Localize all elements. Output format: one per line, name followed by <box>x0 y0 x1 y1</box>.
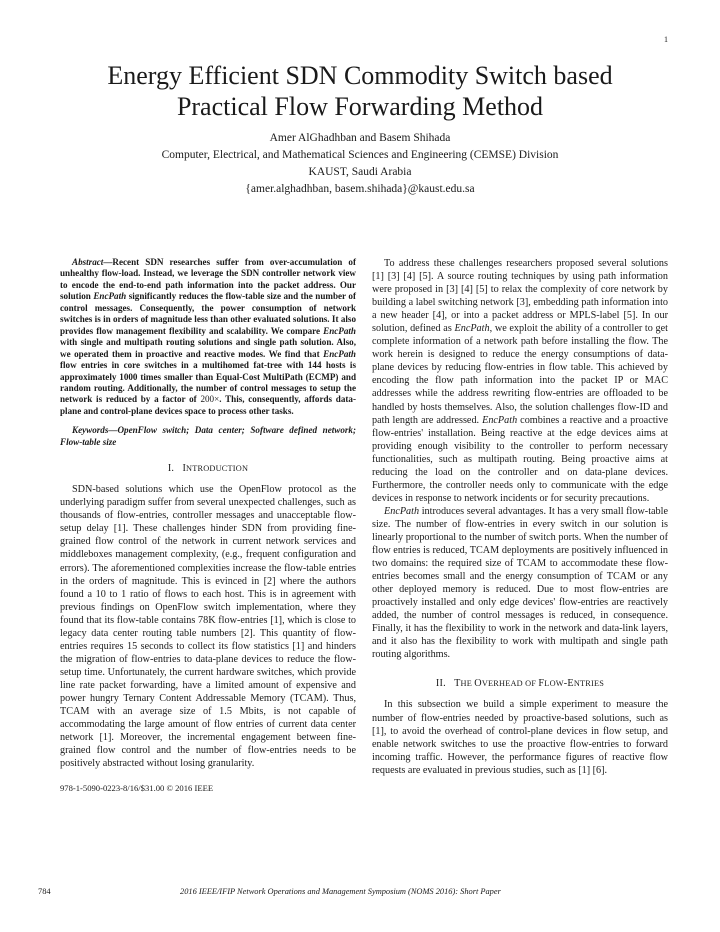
rp1-text-b: , we exploit the ability of a controller to get complete information of a network path before installing the flow. The work herein is designed to reduce the energy consumptions of data-plane devices by reducing flow-entries in flow table. This achieved by encoding the flow path information into the packet IP or MAC addresses while the address rewriting flow-entries are offloaded to be handled by hosts themselves. Also, the solution challenges flow-ID and path length are addressed. <box>372 323 668 426</box>
page-number-top: 1 <box>664 35 668 44</box>
keywords: Keywords—OpenFlow switch; Data center; Software defined network; Flow-table size <box>60 425 356 447</box>
abstract <box>60 257 356 417</box>
right-paragraph-2 <box>372 505 668 662</box>
s2-rest1: HE <box>460 679 475 689</box>
s2-rest2: VERHEAD OF <box>481 679 539 689</box>
rp1-text-a: To address these challenges researchers proposed several solutions [1] [3] [4] [5]. A source routing techniques by using path information were proposed in [3] [4] [5] to relax the complexity of core network by building a label switching network [3], embedding path information into a new header [4], or into a packet address or MPLS-label [5]. In our solution, defined as <box>372 258 668 335</box>
abstract-text-1: —Recent SDN researches suffer from over-accumulation of unhealthy flow-load. Instead, we leverage the SDN controller network view to encode the end-to-end path information into the packet address. Our solution <box>60 257 356 302</box>
title-line-1: Energy Efficient SDN Commodity Switch based <box>107 61 613 90</box>
footer-venue: 2016 IEEE/IFIP Network Operations and Management Symposium (NOMS 2016): Short Paper <box>180 887 501 896</box>
rp1-encpath-1: EncPath <box>454 323 490 335</box>
abstract-factor: 200× <box>200 394 220 405</box>
s2-rest4: NTRIES <box>573 679 605 689</box>
section-heading-overhead <box>372 678 668 689</box>
s2-rest3: LOW <box>544 679 564 689</box>
section2-numeral: II. <box>435 678 446 690</box>
title-line-2: Practical Flow Forwarding Method <box>176 92 544 121</box>
email: {amer.alghadhban, basem.shihada}@kaust.edu.sa <box>245 183 475 195</box>
abstract-text-3: with single and multipath routing solutions and single path solution. Also, we operated them in proactive and reactive modes. We find that <box>60 337 356 359</box>
s2-cap2: O <box>474 678 482 690</box>
abstract-encpath-1: EncPath <box>93 291 127 302</box>
footer-page-number: 784 <box>38 887 51 896</box>
rp1-text-c: combines a reactive and a proactive flow-entries' installation. Being reactive at the edge devices aims at providing enough visibility to the controller to perform necessary functionalities, such as multipath routing. Being proactive aims at reducing the load on the controller and on data-plane devices. Furthermore, the controller needs only to communicate with the edge devices in response to network incidents or for security precautions. <box>372 414 669 504</box>
s2-cap3: F <box>538 678 545 690</box>
left-column <box>60 257 356 793</box>
s2-cap1: T <box>454 678 461 690</box>
rp1-encpath-2: EncPath <box>482 414 518 426</box>
abstract-encpath-3: EncPath <box>323 348 356 359</box>
s2-dash: - <box>563 678 568 690</box>
paper-title <box>40 60 680 122</box>
abstract-text-5: . This, consequently, affords data-plane and control-plane devices space to process other tasks. <box>60 394 357 416</box>
s2-cap4: E <box>567 678 574 690</box>
rp2-encpath: EncPath <box>384 505 420 517</box>
rp2-text: introduces several advantages. It has a very small flow-table size. The number of flow-entries in every switch in our solution is linearly proportional to the number of switch ports. When the number of flow entries is reduced, TCAM deployments are positively influenced in two domains: the required size of TCAM to accommodate these flow-entries becomes small and the energy consumption of TCAM or any other deployed memory is reduced. Due to most flow-entries are proactively installed and only edge devices' flow-entries are reactively added, the number of control messages is reduced, in consequence. Finally, it has the flexibility to work in the network and data-link layers, and it also has the flexibility to work with multipath and single path routing algorithms. <box>372 505 668 661</box>
right-column <box>372 257 668 777</box>
institution: KAUST, Saudi Arabia <box>308 166 412 178</box>
author-block <box>40 130 680 198</box>
introduction-paragraph: SDN-based solutions which use the OpenFlow protocol as the underlying paradigm suffer from several unexpected challenges, such as thousands of flow-entries, controller messages and unacceptable flow-setup delay [1]. These challenges hinder SDN from providing fine-grained flow control of the network in current network services and middleboxes management complexity, (e.g., frequent configuration and errors). The aforementioned complexities increase the flow-table entries in the orders of magnitude. This is evinced in [2] where the authors found a 10 to 1 ratio of flows to each host. This is in agreement with previous findings on OpenFlow switch implementation, where they found that its flow-table contains 78K flow-entries [1], which is close to legacy data center routing table numbers [2]. This quantity of flow-entries requires 15 seconds to collect its flow statistics [1] and hinders the migration of flow-entries to data-plane devices to reduce the flow-setup time. Unfortunately, the current hardware switches, which provide line rate packet forwarding, have a limited amount of expensive and power hungry Ternary Content Addressable Memory (TCAM). Thus, TCAM with an average size of 1.5 Mbits, is not capable of accommodating the large amount of flow entries of current data center network [1]. Moreover, the incremental engagement between fine-grained flow control and the number of flow-entries needs to be positively abstracted without losing granularity. <box>60 484 356 770</box>
abstract-encpath-2: EncPath <box>323 325 356 336</box>
affiliation: Computer, Electrical, and Mathematical Sciences and Engineering (CEMSE) Division <box>161 149 559 161</box>
abstract-text-2: significantly reduces the flow-table size and the number of control messages. Consequently, the power consumption of network switches is in orders of magnitude less than other evaluated solutions. It also provides flow management flexibility and scalability. We compare <box>60 291 356 336</box>
authors: Amer AlGhadhban and Basem Shihada <box>269 132 451 144</box>
section-heading-introduction <box>60 463 356 474</box>
copyright-notice: 978-1-5090-0223-8/16/$31.00 © 2016 IEEE <box>60 783 214 794</box>
section-numeral: I. <box>167 463 175 475</box>
section-rest: NTRODUCTION <box>186 464 249 474</box>
abstract-label: Abstract <box>72 257 104 267</box>
abstract-text-4: flow entries in core switches in a multihomed fat-tree with 144 hosts is approximately 1000 times smaller than Equal-Cost MultiPath (ECMP) and random routing. Additionally, the number of control messages to setup the network is reduced by a factor of <box>60 360 356 405</box>
right-paragraph-1 <box>372 257 668 505</box>
overhead-paragraph: In this subsection we build a simple experiment to measure the number of flow-entries needed by proactive-based solutions, such as [1], to avoid the overhead of control-plane devices in flow setup, and enable network switches to use the proactive flow-entries to forward incoming traffic. However, the performance figures of reactive flow requests are evaluated in previous studies, such as [1] [6]. <box>372 699 668 776</box>
section-cap: I <box>182 463 187 475</box>
